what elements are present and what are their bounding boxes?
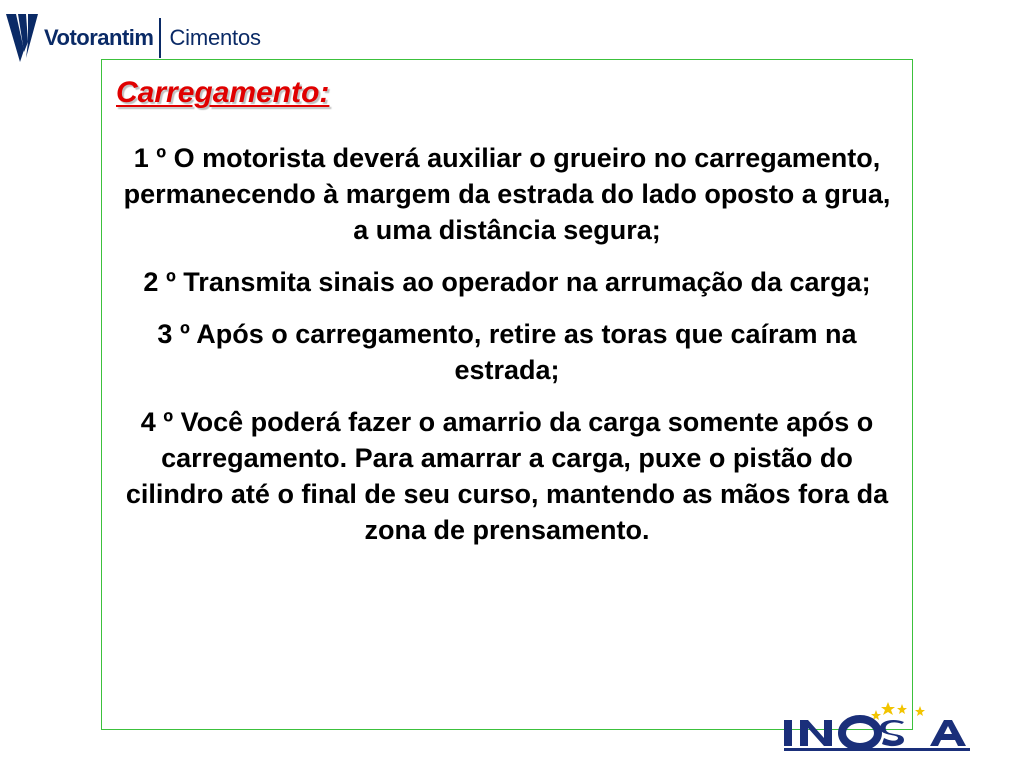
inosa-logo (780, 700, 1005, 754)
votorantim-v-mark-icon (4, 12, 40, 64)
logo-stars-icon (871, 702, 925, 720)
section-heading: Carregamento: (116, 76, 330, 109)
logo-wordmark (784, 719, 966, 747)
brand-name: Votorantim (44, 25, 154, 50)
content-box (101, 59, 913, 730)
logo-underline (784, 748, 970, 751)
brand-subname: Cimentos (169, 25, 261, 50)
votorantim-logo (4, 10, 261, 66)
instruction-item-2: 2 º Transmita sinais ao operador na arrumação da carga; (143, 267, 871, 297)
instruction-item-1: 1 º O motorista deverá auxiliar o grueiro no carregamento, permanecendo à margem da estrada do lado oposto a grua, a uma distância segura; (123, 143, 891, 245)
instruction-item-4: 4 º Você poderá fazer o amarrio da carga somente após o carregamento. Para amarrar a carga, puxe o pistão do cilindro até o final de seu curso, mantendo as mãos fora da zona de prensamento. (125, 407, 889, 545)
instruction-item-3: 3 º Após o carregamento, retire as toras que caíram na estrada; (157, 319, 857, 385)
instruction-list (116, 140, 898, 564)
logo-divider (159, 18, 161, 58)
